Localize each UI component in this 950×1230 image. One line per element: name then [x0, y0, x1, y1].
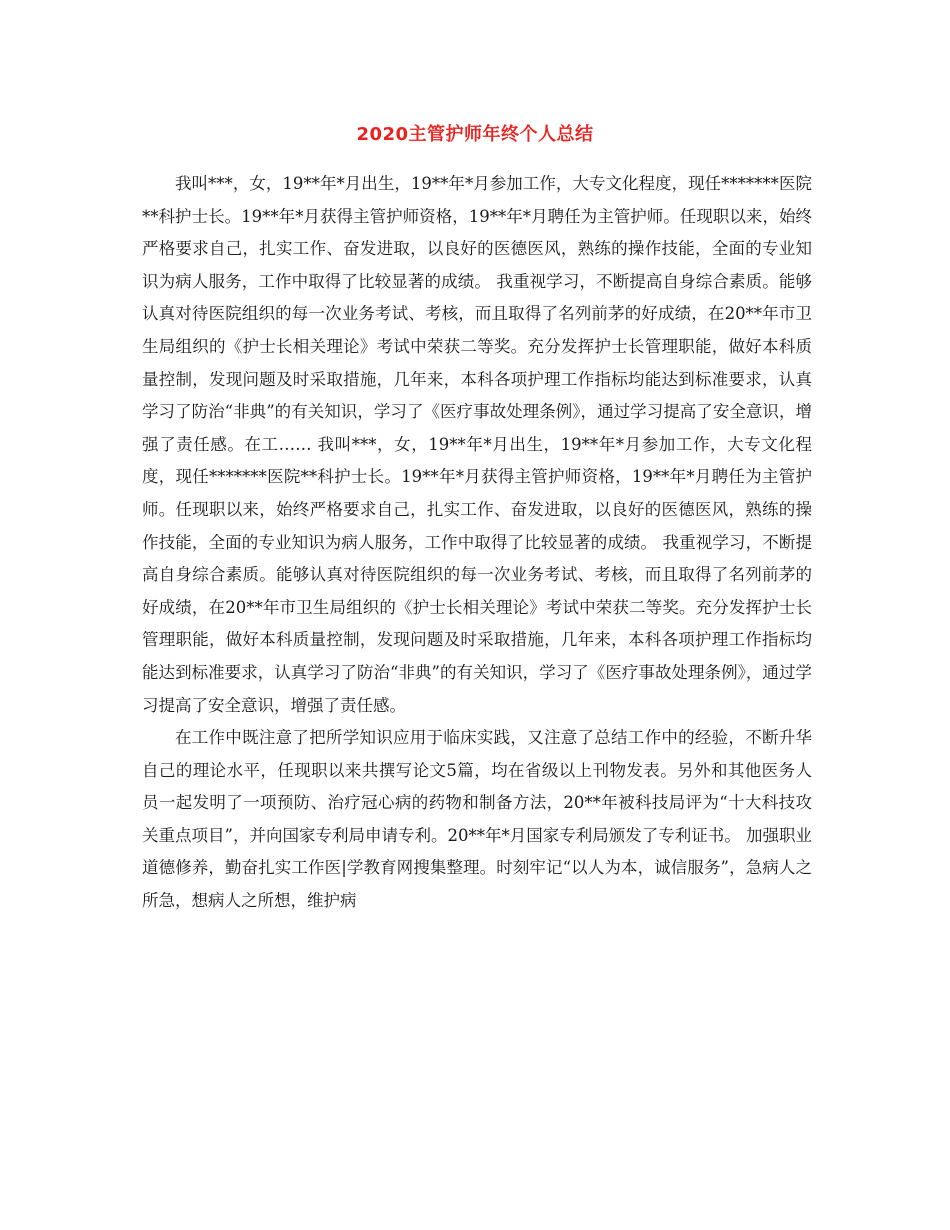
document-body	[142, 168, 812, 918]
paragraph-1: 我叫***，女，19**年*月出生，19**年*月参加工作，大专文化程度，现任*******医院**科护士长。19**年*月获得主管护师资格，19**年*月聘任为主管护师。任现职以来，始终严格要求自己，扎实工作、奋发进取，以良好的医德医风，熟练的操作技能，全面的专业知识为病人服务，工作中取得了比较显著的成绩。 我重视学习，不断提高自身综合素质。能够认真对待医院组织的每一次业务考试、考核，而且取得了名列前茅的好成绩，在20**年市卫生局组织的《护士长相关理论》考试中荣获二等奖。充分发挥护士长管理职能，做好本科质量控制，发现问题及时采取措施，几年来，本科各项护理工作指标均能达到标准要求，认真学习了防治“非典”的有关知识，学习了《医疗事故处理条例》，通过学习提高了安全意识，增强了责任感。在工…… 我叫***，女，19**年*月出生，19**年*月参加工作，大专文化程度，现任*******医院**科护士长。19**年*月获得主管护师资格，19**年*月聘任为主管护师。任现职以来，始终严格要求自己，扎实工作、奋发进取，以良好的医德医风，熟练的操作技能，全面的专业知识为病人服务，工作中取得了比较显著的成绩。 我重视学习，不断提高自身综合素质。能够认真对待医院组织的每一次业务考试、考核，而且取得了名列前茅的好成绩，在20**年市卫生局组织的《护士长相关理论》考试中荣获二等奖。充分发挥护士长管理职能，做好本科质量控制，发现问题及时采取措施，几年来，本科各项护理工作指标均能达到标准要求，认真学习了防治“非典”的有关知识，学习了《医疗事故处理条例》，通过学习提高了安全意识，增强了责任感。	[142, 174, 812, 715]
document-title: 2020主管护师年终个人总结	[356, 124, 594, 145]
paragraph-2: 在工作中既注意了把所学知识应用于临床实践，又注意了总结工作中的经验，不断升华自己的理论水平，任现职以来共撰写论文5篇，均在省级以上刊物发表。另外和其他医务人员一起发明了一项预防、治疗冠心病的药物和制备方法，20**年被科技局评为“十大科技攻关重点项目”，并向国家专利局申请专利。20**年*月国家专利局颁发了专利证书。 加强职业道德修养，勤奋扎实工作医|学教育网搜集整理。时刻牢记“以人为本，诚信服务”，急病人之所急，想病人之所想，维护病	[142, 728, 812, 911]
